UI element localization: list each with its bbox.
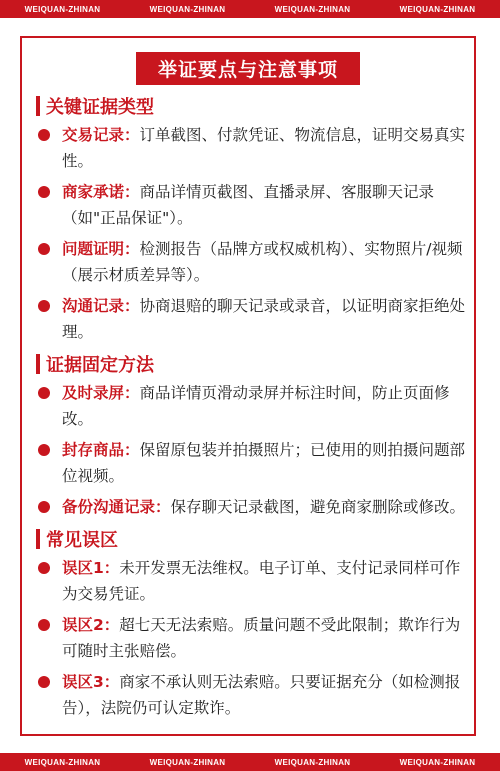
section-heading-evidence-fixing — [36, 350, 466, 378]
item-label: 商家承诺： — [62, 183, 140, 201]
content-frame — [20, 36, 476, 736]
item-text: 商品详情页滑动录屏并标注时间，防止页面修改。 — [62, 384, 450, 428]
title-wrap — [22, 52, 474, 85]
list-item — [36, 122, 466, 174]
item-label: 沟通记录： — [62, 297, 140, 315]
list-item — [36, 293, 466, 345]
section-heading-evidence-types — [36, 92, 466, 120]
item-text: 商品详情页截图、直播录屏、客服聊天记录（如"正品保证"）。 — [62, 183, 435, 227]
bottom-banner-text: WEIQUAN-ZHINAN — [399, 757, 476, 767]
list-item — [36, 236, 466, 288]
list-item — [36, 555, 466, 607]
list-item — [36, 494, 466, 520]
item-label: 误区2： — [62, 616, 120, 634]
bottom-banner-text: WEIQUAN-ZHINAN — [24, 757, 101, 767]
item-label: 备份沟通记录： — [62, 498, 171, 516]
top-banner-text: WEIQUAN-ZHINAN — [399, 4, 476, 14]
section-heading-text: 关键证据类型 — [46, 97, 154, 118]
list-item — [36, 380, 466, 432]
page-title: 举证要点与注意事项 — [136, 52, 360, 85]
section-heading-text: 常见误区 — [46, 530, 118, 551]
section-marker — [36, 529, 40, 549]
item-label: 交易记录： — [62, 126, 140, 144]
section-heading-text: 证据固定方法 — [46, 355, 154, 376]
bottom-banner-text: WEIQUAN-ZHINAN — [149, 757, 226, 767]
top-banner-text: WEIQUAN-ZHINAN — [149, 4, 226, 14]
content-body — [36, 90, 466, 726]
bullet-dot-icon — [38, 676, 50, 688]
list-item — [36, 179, 466, 231]
bullet-dot-icon — [38, 129, 50, 141]
bottom-banner-text: WEIQUAN-ZHINAN — [274, 757, 351, 767]
bullet-dot-icon — [38, 387, 50, 399]
item-text: 未开发票无法维权。电子订单、支付记录同样可作为交易凭证。 — [62, 559, 461, 603]
item-text: 检测报告（品牌方或权威机构）、实物照片/视频（展示材质差异等）。 — [62, 240, 463, 284]
item-text: 超七天无法索赔。质量问题不受此限制；欺诈行为可随时主张赔偿。 — [62, 616, 461, 660]
item-text: 订单截图、付款凭证、物流信息，证明交易真实性。 — [62, 126, 466, 170]
bullet-dot-icon — [38, 619, 50, 631]
bullet-dot-icon — [38, 300, 50, 312]
bottom-banner — [0, 753, 500, 771]
section-marker — [36, 96, 40, 116]
item-text: 商家不承认则无法索赔。只要证据充分（如检测报告），法院仍可认定欺诈。 — [62, 673, 461, 717]
item-label: 误区3： — [62, 673, 120, 691]
bullet-dot-icon — [38, 186, 50, 198]
item-text: 保留原包装并拍摄照片；已使用的则拍摄问题部位视频。 — [62, 441, 466, 485]
item-label: 封存商品： — [62, 441, 140, 459]
top-banner — [0, 0, 500, 18]
section-heading-common-misconceptions — [36, 525, 466, 553]
bullet-dot-icon — [38, 562, 50, 574]
list-item — [36, 669, 466, 721]
item-label: 误区1： — [62, 559, 120, 577]
bullet-dot-icon — [38, 243, 50, 255]
item-label: 及时录屏： — [62, 384, 140, 402]
list-item — [36, 437, 466, 489]
top-banner-text: WEIQUAN-ZHINAN — [274, 4, 351, 14]
item-text: 保存聊天记录截图，避免商家删除或修改。 — [170, 498, 466, 516]
list-item — [36, 612, 466, 664]
bullet-dot-icon — [38, 444, 50, 456]
bullet-dot-icon — [38, 501, 50, 513]
item-text: 协商退赔的聊天记录或录音，以证明商家拒绝处理。 — [62, 297, 466, 341]
item-label: 问题证明： — [62, 240, 140, 258]
section-marker — [36, 354, 40, 374]
top-banner-text: WEIQUAN-ZHINAN — [24, 4, 101, 14]
